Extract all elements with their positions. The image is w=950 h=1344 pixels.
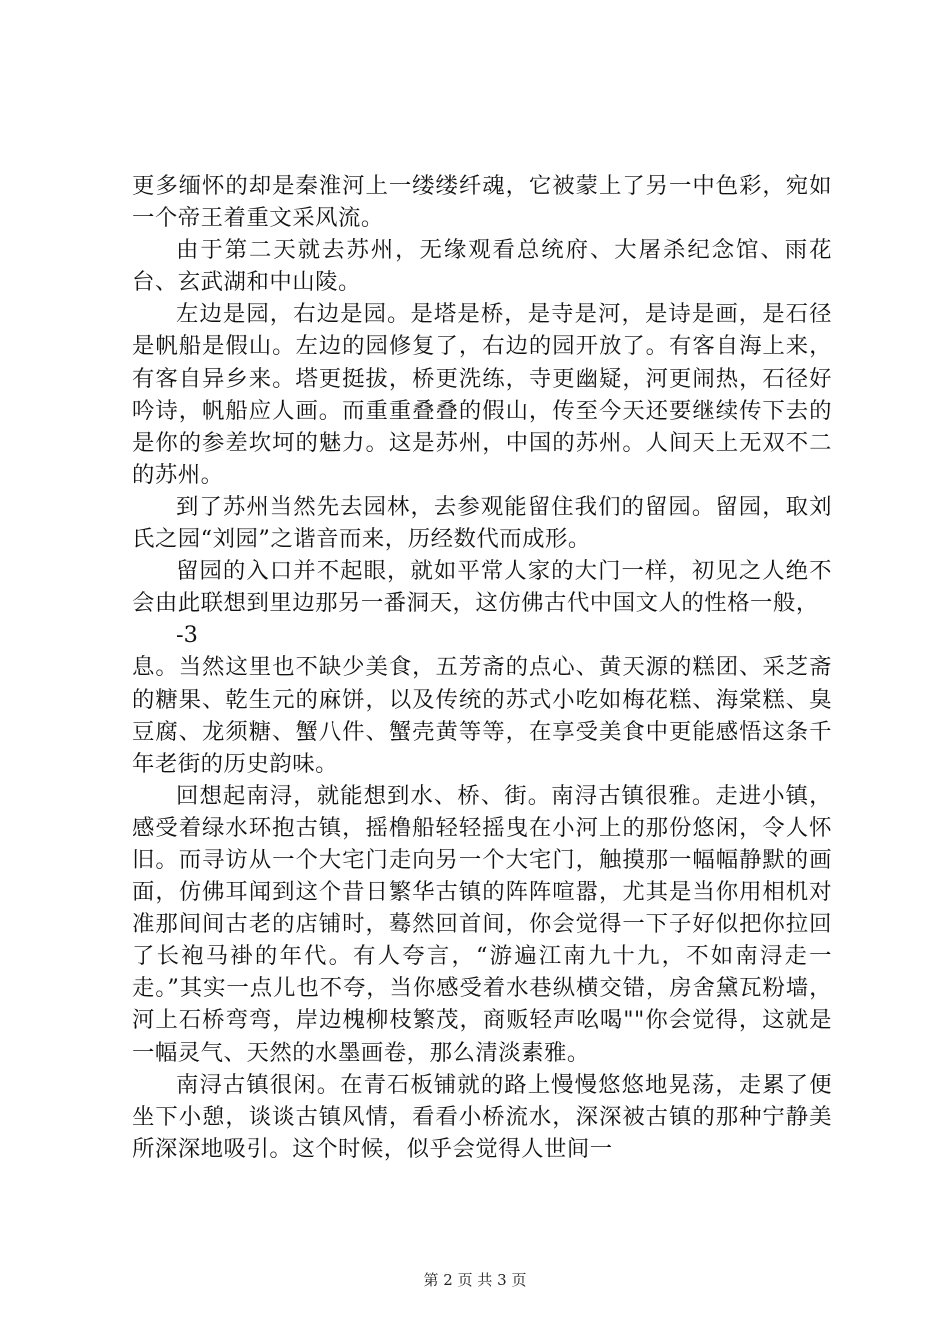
document-body: [132, 170, 832, 1165]
page-marker: -3: [176, 622, 198, 649]
paragraph: 回想起南浔，就能想到水、桥、街。南浔古镇很雅。走进小镇，感受着绿水环抱古镇，摇橹船轻轻摇曳在小河上的那份悠闲，令人怀旧。而寻访从一个大宅门走向另一个大宅门，触摸那一幅幅静默的画面，仿佛耳闻到这个昔日繁华古镇的阵阵喧嚣，尤其是当你用相机对准那间间古老的店铺时，蓦然回首间，你会觉得一下子好似把你拉回了长袍马褂的年代。有人夸言，“游遍江南九十九，不如南浔走一走。”其实一点儿也不夸，当你感受着水巷纵横交错，房舍黛瓦粉墙，河上石桥弯弯，岸边槐柳枝繁茂，商贩轻声吆喝""你会觉得，这就是一幅灵气、天然的水墨画卷，那么清淡素雅。: [132, 782, 832, 1066]
page-footer: 第 2 页 共 3 页: [423, 1271, 527, 1289]
paragraph: 由于第二天就去苏州，无缘观看总统府、大屠杀纪念馆、雨花台、玄武湖和中山陵。: [132, 237, 832, 296]
paragraph: 到了苏州当然先去园林，去参观能留住我们的留园。留园，取刘氏之园“刘园”之谐音而来，历经数代而成形。: [132, 493, 832, 553]
paragraph: 息。当然这里也不缺少美食，五芳斋的点心、黄天源的糕团、采芝斋的糖果、乾生元的麻饼，以及传统的苏式小吃如梅花糕、海棠糕、臭豆腐、龙须糖、蟹八件、蟹壳黄等等，在享受美食中更能感悟这条千年老街的历史韵味。: [132, 654, 832, 777]
paragraph: 留园的入口并不起眼，就如平常人家的大门一样，初见之人绝不会由此联想到里边那另一番洞天，这仿佛古代中国文人的性格一般，: [132, 558, 832, 617]
paragraph: 左边是园，右边是园。是塔是桥，是寺是河，是诗是画，是石径是帆船是假山。左边的园修复了，右边的园开放了。有客自海上来，有客自异乡来。塔更挺拔，桥更洗练，寺更幽疑，河更闹热，石径好吟诗，帆船应人画。而重重叠叠的假山，传至今天还要继续传下去的是你的参差坎坷的魅力。这是苏州，中国的苏州。人间天上无双不二的苏州。: [132, 301, 832, 488]
paragraph: 南浔古镇很闲。在青石板铺就的路上慢慢悠悠地晃荡，走累了便坐下小憩，谈谈古镇风情，看看小桥流水，深深被古镇的那种宁静美所深深地吸引。这个时候，似乎会觉得人世间一: [132, 1071, 832, 1162]
paragraph: 更多缅怀的却是秦淮河上一缕缕纤魂，它被蒙上了另一中色彩，宛如一个帝王着重文采风流。: [132, 173, 832, 232]
